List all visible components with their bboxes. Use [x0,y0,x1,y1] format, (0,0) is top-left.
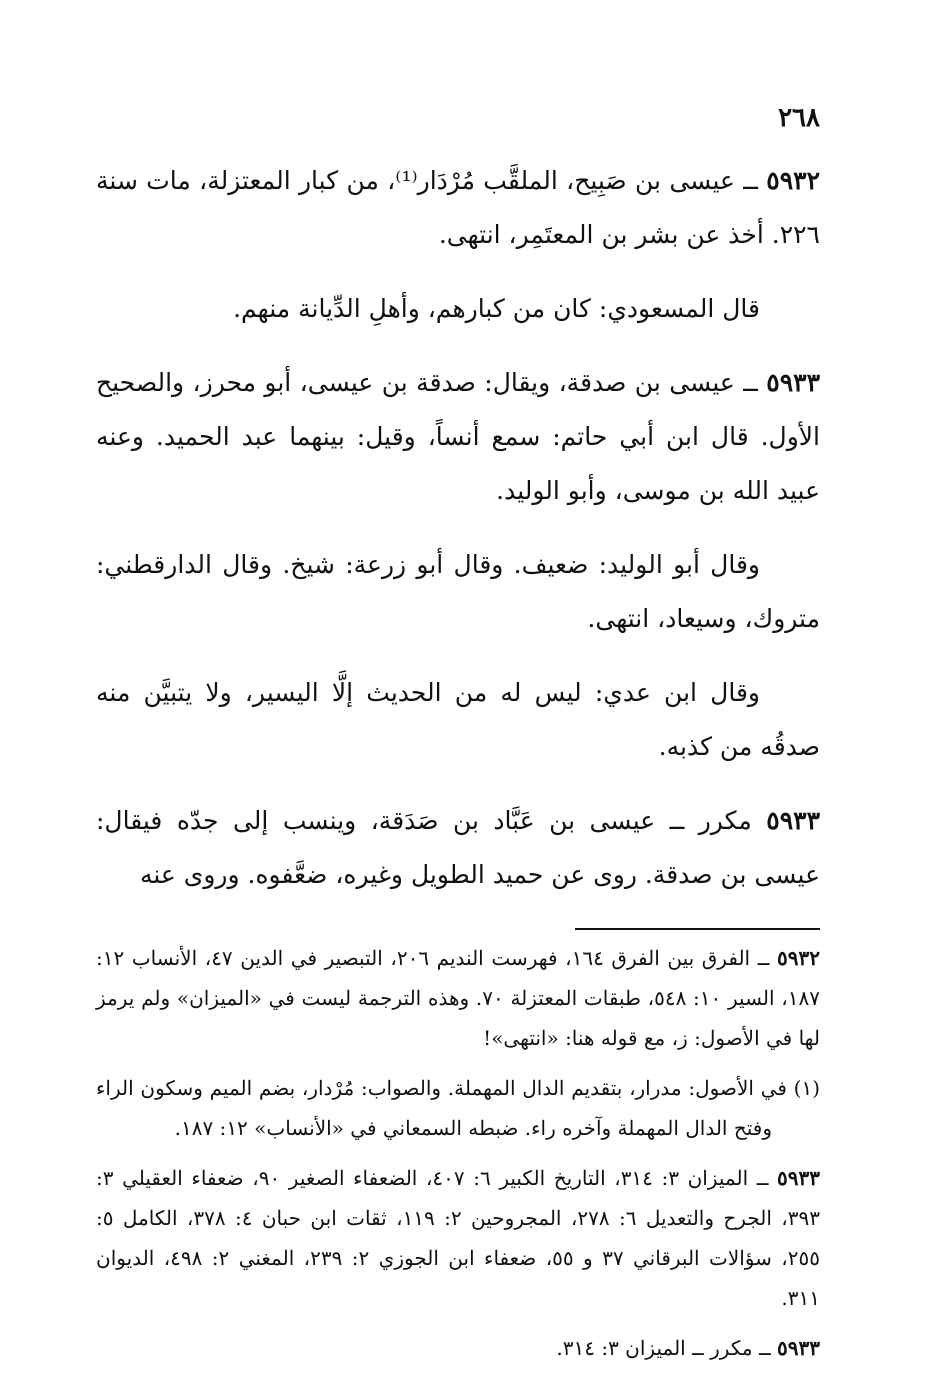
footnote-number: ٥٩٣٢ [777,946,820,970]
entry-5932 [96,154,820,262]
footnote-text: ــ مكرر ــ الميزان ٣: ٣١٤. [556,1336,778,1360]
entry-5932-quote [96,282,820,336]
entry-5933-opinions [96,538,820,646]
page-number: ٢٦٨ [778,103,820,133]
footnote-text: ــ الميزان ٣: ٣١٤، التاريخ الكبير ٦: ٤٠٧، الضعفاء الصغير ٩٠، ضعفاء العقيلي ٣: ٣٩٣، الجرح والتعديل ٦: ٢٧٨، المجروحين ٢: ١١٩، ثقات ابن حبان ٤: ٣٧٨، الكامل ٥: ٢٥٥، سؤالات البرقاني ٣٧ و ٥٥، ضعفاء ابن الجوزي ٢: ٢٣٩، المغني ٢: ٤٩٨، الديوان ٣١١. [96,1166,820,1310]
footnote-5933-repeated [96,1328,820,1368]
entry-number: ٥٩٣٣ [766,806,820,835]
entry-5933 [96,356,820,518]
footnote-1 [96,1068,820,1148]
entry-text: وقال أبو الوليد: ضعيف. وقال أبو زرعة: شيخ. وقال الدارقطني: متروك، وسيعاد، انتهى. [96,550,820,633]
footnote-5933 [96,1158,820,1318]
entry-text: ــ عيسى بن صَبِيح، الملقَّب مُرْدَار⁽¹⁾، من كبار المعتزلة، مات سنة ٢٢٦. أخذ عن بشر بن المعتَمِر، انتهى. [96,166,820,249]
entry-number: ٥٩٣٢ [766,166,821,195]
footnote-separator [575,928,820,930]
footnote-5932 [96,938,820,1058]
footnote-text: ــ الفرق بين الفرق ١٦٤، فهرست النديم ٢٠٦، التبصير في الدين ٤٧، الأنساب ١٢: ١٨٧، السير ١٠: ٥٤٨، طبقات المعتزلة ٧٠. وهذه الترجمة ليست في «الميزان» ولم يرمز لها في الأصول: ز، مع قوله هنا: «انتهى»! [96,946,820,1050]
entry-text: وقال ابن عدي: ليس له من الحديث إلَّا اليسير، ولا يتبيَّن منه صدقُه من كذبه. [96,678,820,761]
footnote-number: ٥٩٣٣ [777,1336,820,1360]
footnote-text: في الأصول: مدرار، بتقديم الدال المهملة. والصواب: مُرْدار، بضم الميم وسكون الراء وفتح الدال المهملة وآخره راء. ضبطه السمعاني في «الأنساب» ١٢: ١٨٧. [96,1076,794,1140]
footnotes [96,938,820,1368]
entry-text: مكرر ــ عيسى بن عَبَّاد بن صَدَقة، وينسب إلى جدّه فيقال: عيسى بن صدقة. روى عن حميد الطويل وغيره، ضعَّفوه. وروى عنه [96,806,820,889]
entry-text: ــ عيسى بن صدقة، ويقال: صدقة بن عيسى، أبو محرز، والصحيح الأول. قال ابن أبي حاتم: سمع أنساً، وقيل: بينهما عبد الحميد. وعنه عبيد الله بن موسى، وأبو الوليد. [96,368,820,505]
footnote-number: (١) [793,1076,820,1100]
entry-text: قال المسعودي: كان من كبارهم، وأهلِ الدِّيانة منهم. [233,294,760,323]
entry-5933-repeated [96,794,820,902]
book-page [96,100,820,1378]
entry-5933-ibn-adi [96,666,820,774]
entry-number: ٥٩٣٣ [766,368,820,397]
footnote-number: ٥٩٣٣ [777,1166,821,1190]
